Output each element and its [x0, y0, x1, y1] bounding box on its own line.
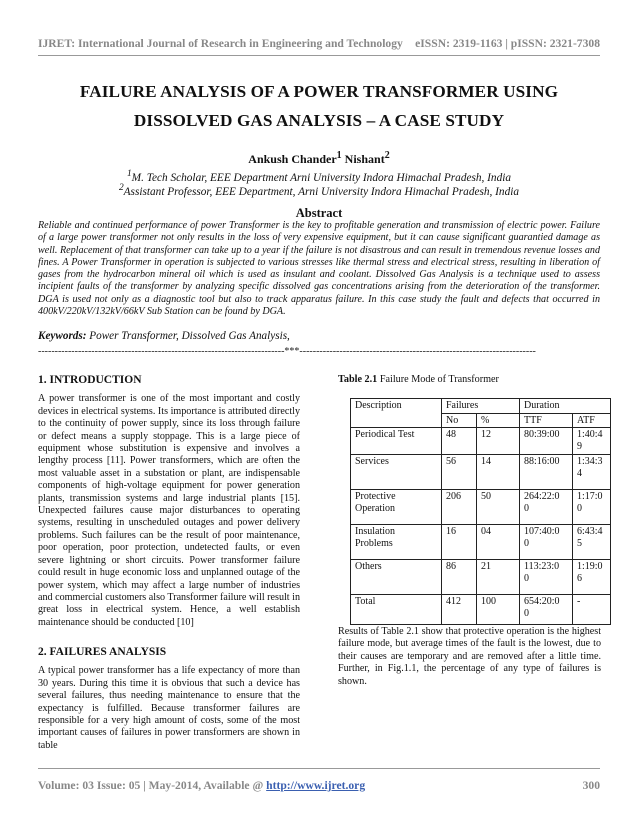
table-row: [351, 560, 611, 595]
table-header-row: [351, 399, 611, 414]
section-introduction: [38, 374, 300, 629]
cell-no: 86: [442, 560, 477, 595]
paper-title: [30, 77, 608, 135]
cell-percent: 12: [477, 428, 520, 455]
table-row: [351, 595, 611, 625]
header-percent: %: [477, 413, 520, 428]
cell-atf: 1:40:4 9: [573, 428, 611, 455]
table-row: [351, 455, 611, 490]
cell-atf: 1:19:0 6: [573, 560, 611, 595]
cell-atf: 6:43:4 5: [573, 525, 611, 560]
table-row: [351, 525, 611, 560]
cell-ttf: 264:22:0 0: [520, 490, 573, 525]
header-no: No: [442, 413, 477, 428]
failures-analysis-heading: 2. FAILURES ANALYSIS: [38, 646, 167, 658]
cell-ttf: 80:39:00: [520, 428, 573, 455]
title-line-1: FAILURE ANALYSIS OF A POWER TRANSFORMER USING: [79, 82, 559, 101]
cell-percent: 21: [477, 560, 520, 595]
cell-description: Others: [351, 560, 442, 595]
cell-no: 412: [442, 595, 477, 625]
affiliation-1: [0, 169, 638, 184]
affiliation-1-sup: 1: [126, 169, 132, 179]
header-description: Description: [351, 399, 442, 428]
cell-description: Insulation Problems: [351, 525, 442, 560]
journal-link[interactable]: http://www.ijret.org: [266, 779, 366, 792]
header-ttf: TTF: [520, 413, 573, 428]
cell-percent: 100: [477, 595, 520, 625]
table-row: [351, 490, 611, 525]
author-1: Ankush Chander: [248, 152, 337, 166]
footer-volume: [38, 779, 365, 792]
failures-analysis-text: A typical power transformer has a life expectancy of more than 30 years. During this time it is obvious that such a device has several failures, thus needing maintenance to ensure that the expectancy is fulfilled. Because transformer failures are responsible for a very high amount of costs, some of the most important causes of failures in power transformers are shown in table: [38, 665, 300, 751]
author-1-sup: 1: [336, 150, 342, 161]
cell-no: 16: [442, 525, 477, 560]
cell-no: 206: [442, 490, 477, 525]
introduction-text: A power transformer is one of the most important and costly devices in electrical systems. Its importance is attributed directly to the continuity of power supply, since its loss through failure or defect means a supply stoppage. This is a large piece of equipment whose substitution is expensive and involves a lengthy process [11]. Power transformers, which are often the most valuable asset in a substation or plant, are indispensable components of high-voltage equipment for power generation plants, transmission systems and large industrial plants [15]. Unexpected failures cause major disturbances to operating systems, resulting in unscheduled outages and power delivery problems. Such failures can be the result of poor maintenance, poor operation, poor protection, undetected faults, or even severe lightning or short circuits. Power transformer failure could result in huge economic loss and unplanned outage of the power system, which may affect a large number of industries and commercial customers also Transformer failure will result in great loss in electrical system. Hence, a well establish maintenance should be conducted [10]: [38, 393, 300, 628]
authors: [0, 150, 638, 167]
cell-percent: 04: [477, 525, 520, 560]
cell-description: Services: [351, 455, 442, 490]
section-failures-analysis: [38, 646, 300, 752]
cell-no: 48: [442, 428, 477, 455]
cell-description: Periodical Test: [351, 428, 442, 455]
abstract-heading: Abstract: [295, 206, 343, 220]
affiliation-2: [0, 183, 638, 198]
cell-ttf: 654:20:0 0: [520, 595, 573, 625]
results-text: Results of Table 2.1 show that protective operation is the highest failure mode, but average times of the fault is the lowest, due to their causes are temporary and are removed after a little time. Further, in Fig.1.1, the percentage of any type of failures is shown.: [338, 626, 601, 687]
failure-mode-table: [350, 398, 611, 625]
table-caption-text: Failure Mode of Transformer: [377, 374, 499, 385]
cell-ttf: 113:23:0 0: [520, 560, 573, 595]
introduction-heading: 1. INTRODUCTION: [38, 374, 142, 386]
keywords-label: Keywords:: [38, 330, 87, 342]
cell-ttf: 88:16:00: [520, 455, 573, 490]
cell-atf: 1:34:3 4: [573, 455, 611, 490]
title-line-2: DISSOLVED GAS ANALYSIS – A CASE STUDY: [133, 111, 505, 130]
cell-ttf: 107:40:0 0: [520, 525, 573, 560]
affiliation-1-text: M. Tech Scholar, EEE Department Arni University Indora Himachal Pradesh, India: [131, 171, 512, 184]
keywords-text: Power Transformer, Dissolved Gas Analysis,: [86, 330, 290, 342]
author-2-sup: 2: [384, 150, 390, 161]
header-failures: Failures: [442, 399, 520, 414]
affiliation-2-text: Assistant Professor, EEE Department, Arni University Indora Himachal Pradesh, India: [123, 185, 520, 198]
footer-rule: [38, 768, 600, 769]
cell-no: 56: [442, 455, 477, 490]
author-2: Nishant: [341, 152, 385, 166]
cell-atf: 1:17:0 0: [573, 490, 611, 525]
issn: eISSN: 2319-1163 | pISSN: 2321-7308: [415, 37, 600, 50]
header-duration: Duration: [520, 399, 611, 414]
footer-volume-text: Volume: 03 Issue: 05 | May-2014, Available @: [38, 779, 267, 792]
cell-atf: -: [573, 595, 611, 625]
header-rule: [38, 55, 600, 56]
keywords: [38, 330, 290, 342]
table-row: [351, 428, 611, 455]
page-number: 300: [582, 779, 600, 792]
section-separator: --------------------------------------------------------------------------***-----------------------------------------------------------------------: [38, 346, 536, 357]
journal-name: IJRET: International Journal of Research in Engineering and Technology: [38, 37, 403, 50]
header-atf: ATF: [573, 413, 611, 428]
cell-percent: 50: [477, 490, 520, 525]
affiliation-2-sup: 2: [118, 183, 124, 193]
table-caption-label: Table 2.1: [338, 374, 378, 385]
cell-percent: 14: [477, 455, 520, 490]
cell-description: Total: [351, 595, 442, 625]
cell-description: Protective Operation: [351, 490, 442, 525]
table-caption: [338, 374, 601, 386]
abstract-text: Reliable and continued performance of power Transformer is the key to profitable generation and transmission of electric power. Failure of a large power transformer not only results in the loss of very expensive equipment, but it can cause significant guarantied damage as well. Replacement of that transformer can take up to a year if the failure is not disastrous and can result in tremendous revenue losses and fines. A Power Transformer in operation is subjected to various stresses like thermal stress and electrical stress, resulting in liberation of gases from the hydrocarbon mineral oil which is used as insulant and coolant. Dissolved Gas Analysis is a technique used to assess incipient faults of the transformer by analyzing specific dissolved gas concentrations arising from the deterioration of the transformer. DGA is used not only as a diagnostic tool but also to track apparatus failure. In this case study the fault and defects that occurred in 400kV/220kV/132kV/66kV Sub Station can be found by DGA.: [38, 220, 600, 318]
